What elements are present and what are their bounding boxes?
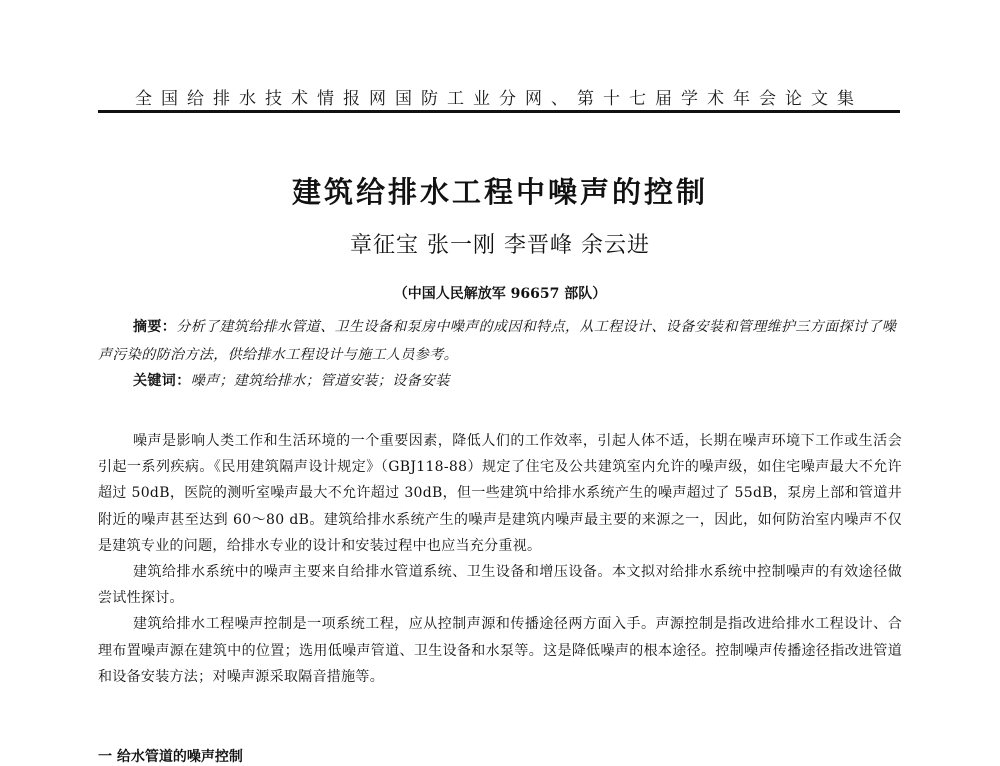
paper-authors: 章征宝 张一刚 李晋峰 余云进 (350, 233, 650, 258)
header-rule (98, 110, 900, 113)
body-paragraph: 噪声是影响人类工作和生活环境的一个重要因素，降低人们的工作效率，引起人体不适，长期在噪声环境下工作或生活会引起一系列疾病。《民用建筑隔声设计规定》（GBJ118-88）规定了住宅及公共建筑室内允许的噪声级，如住宅噪声最大不允许超过 50dB，医院的测听室噪声最大不允许超过 30dB，但一些建筑中给排水系统产生的噪声超过了 55dB，泵房上部和管道井附近的噪声甚至达到 60～80 dB。建筑给排水系统产生的噪声是建筑内噪声最主要的来源之一，因此，如何防治室内噪声不仅是建筑专业的问题，给排水专业的设计和安装过程中也应当充分重视。 (98, 433, 902, 554)
running-header: 全国给排水技术情报网国防工业分网、第十七届学术年会论文集 (135, 89, 863, 109)
body-paragraph: 建筑给排水工程噪声控制是一项系统工程，应从控制声源和传播途径两方面入手。声源控制是指改进给排水工程设计、合理布置噪声源在建筑中的位置；选用低噪声管道、卫生设备和水泵等。这是降低噪声的根本途径。控制噪声传播途径指改进管道和设备安装方法；对噪声源采取隔音措施等。 (98, 616, 902, 685)
paper-affiliation: （中国人民解放军 96657 部队） (393, 286, 607, 302)
keywords (133, 370, 903, 392)
abstract (98, 313, 902, 369)
body-text (98, 428, 902, 690)
body-paragraph: 建筑给排水系统中的噪声主要来自给排水管道系统、卫生设备和增压设备。本文拟对给排水系统中控制噪声的有效途径做尝试性探讨。 (98, 564, 902, 607)
paper-title: 建筑给排水工程中噪声的控制 (291, 175, 708, 209)
abstract-label: 摘要： (133, 319, 177, 335)
keywords-text: 噪声；建筑给排水；管道安装；设备安装 (190, 373, 450, 389)
keywords-label: 关键词： (133, 373, 191, 389)
section-heading: 一 给水管道的噪声控制 (98, 749, 243, 765)
abstract-text: 分析了建筑给排水管道、卫生设备和泵房中噪声的成因和特点，从工程设计、设备安装和管理维护三方面探讨了噪声污染的防治方法，供给排水工程设计与施工人员参考。 (98, 319, 897, 363)
